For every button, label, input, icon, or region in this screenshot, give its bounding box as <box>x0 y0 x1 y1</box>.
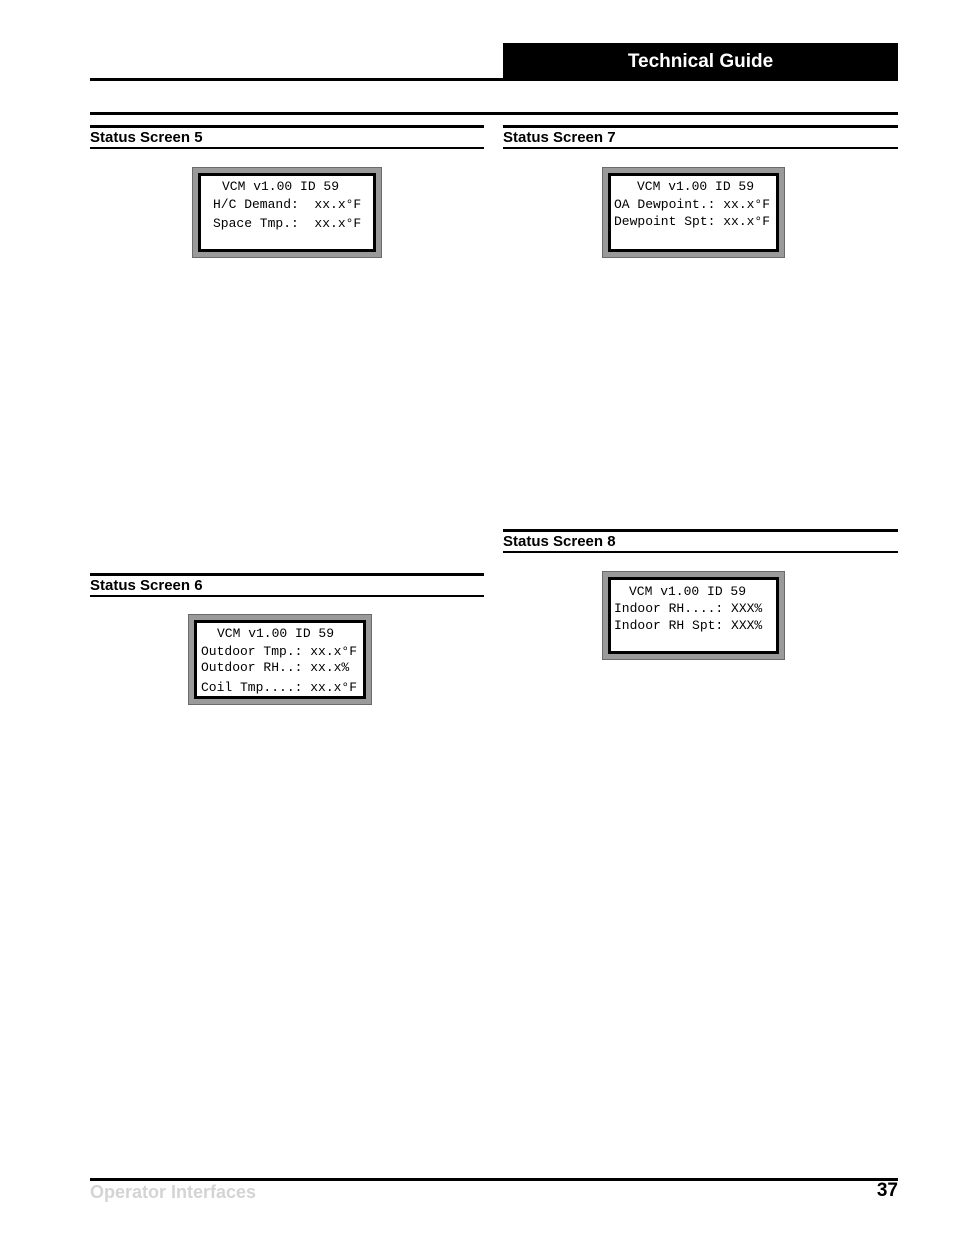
section-title: Status Screen 5 <box>90 129 203 146</box>
section-heading-status-screen-7 <box>503 125 898 149</box>
section-heading-status-screen-8 <box>503 529 898 553</box>
lcd-line: Space Tmp.: xx.x°F <box>213 216 362 231</box>
lcd-display-status-screen-5 <box>192 167 382 258</box>
lcd-line: VCM v1.00 ID 59 <box>629 584 747 599</box>
lcd-line: Indoor RH Spt: XXX% <box>614 618 763 633</box>
lcd-line: Outdoor Tmp.: xx.x°F <box>201 644 358 659</box>
section-title: Status Screen 7 <box>503 129 616 146</box>
header-title: Technical Guide <box>627 51 774 72</box>
lcd-display-status-screen-7 <box>602 167 785 258</box>
lcd-line: Coil Tmp....: xx.x°F <box>201 680 358 695</box>
lcd-line: VCM v1.00 ID 59 <box>217 626 335 641</box>
lcd-line: VCM v1.00 ID 59 <box>637 179 755 194</box>
lcd-line: Outdoor RH..: xx.x% <box>201 660 350 675</box>
section-title: Status Screen 8 <box>503 533 616 550</box>
header-rule <box>90 78 504 81</box>
footer-rule <box>90 1178 898 1181</box>
lcd-line: H/C Demand: xx.x°F <box>213 197 362 212</box>
top-separator-rule <box>90 112 898 115</box>
page-number: 37 <box>876 1180 898 1201</box>
lcd-display-status-screen-6 <box>188 614 372 705</box>
footer-section-name: Operator Interfaces <box>90 1182 257 1202</box>
header-title-box <box>503 43 898 81</box>
lcd-line: OA Dewpoint.: xx.x°F <box>614 197 771 212</box>
section-title: Status Screen 6 <box>90 577 203 594</box>
lcd-line: Dewpoint Spt: xx.x°F <box>614 214 771 229</box>
lcd-line: Indoor RH....: XXX% <box>614 601 763 616</box>
section-heading-status-screen-6 <box>90 573 484 597</box>
section-heading-status-screen-5 <box>90 125 484 149</box>
lcd-line: VCM v1.00 ID 59 <box>222 179 340 194</box>
lcd-display-status-screen-8 <box>602 571 785 660</box>
